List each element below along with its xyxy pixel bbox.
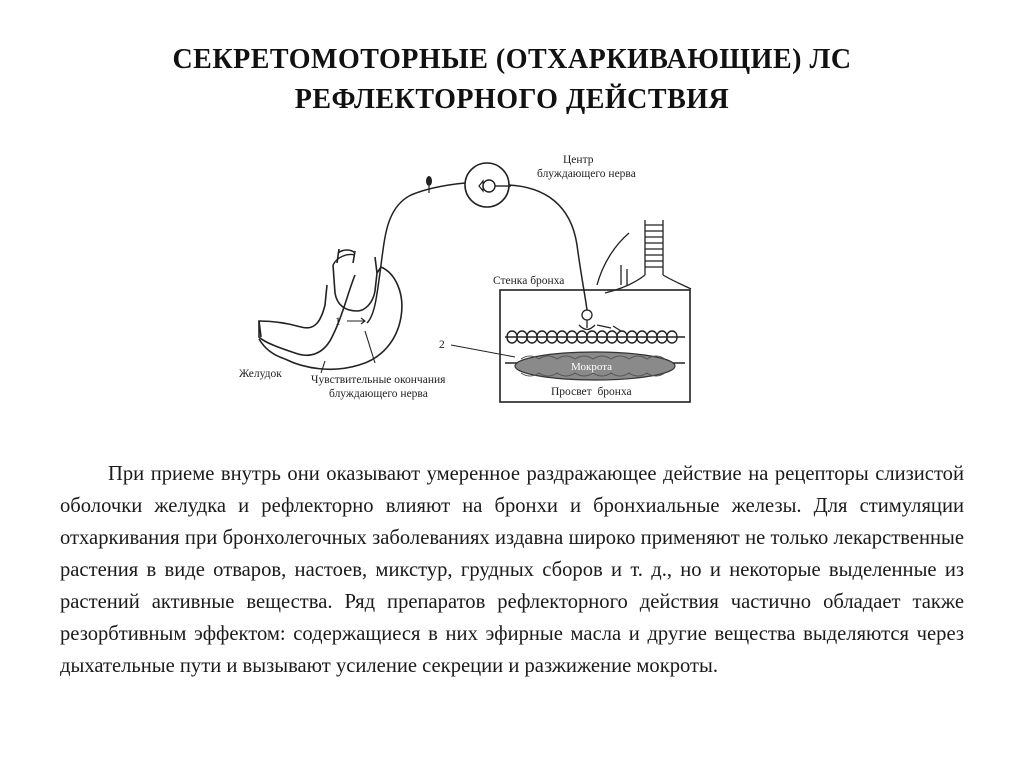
- lumen-label: Просвет бронха: [551, 386, 632, 398]
- title-line-1: СЕКРЕТОМОТОРНЫЕ (ОТХАРКИВАЮЩИЕ) ЛС: [172, 44, 852, 75]
- reflex-diagram: [225, 145, 725, 415]
- ganglion-dot: [426, 176, 432, 186]
- center-label-line-1: Центр: [563, 154, 594, 166]
- nerve-ending-icon: [579, 310, 621, 331]
- marker-2-label: 2: [439, 339, 445, 351]
- body-paragraph: При приеме внутрь они оказывают умеренное раздражающее действие на рецепторы слизистой оболочки желудка и рефлекторно влияют на бронхи и бронхиальные железы. Для стимуляции отхаркивания при бронхолегочных заболеваниях издавна широко применяют не только лекарственные растения в виде отваров, настоев, микстур, грудных сборов и т. д., но и некоторые выделенные из растений активные вещества. Ряд препаратов рефлекторного действия частично обладает также резорбтивным эффектом: содержащиеся в них эфирные масла и другие вещества выделяются через дыхательные пути и вызывают усиление секреции и разжижение мокроты.: [60, 463, 964, 677]
- endings-label-line-1: Чувствительные окончания: [311, 374, 446, 386]
- trachea-drawing: [597, 220, 691, 293]
- slide-title: [40, 40, 984, 120]
- title-line-2: РЕФЛЕКТОРНОГО ДЕЙСТВИЯ: [294, 84, 730, 115]
- sputum-label: Мокрота: [571, 361, 613, 373]
- endings-label-line-2: блуждающего нерва: [329, 388, 428, 400]
- marker-1-label: 1: [335, 316, 341, 328]
- vagus-center-icon: [465, 163, 511, 207]
- afferent-nerve-line: [367, 183, 465, 323]
- efferent-nerve-line: [509, 185, 587, 310]
- center-label-line-2: блуждающего нерва: [537, 168, 636, 180]
- bronchus-wall-label: Стенка бронха: [493, 275, 565, 287]
- stomach-label: Желудок: [239, 368, 282, 380]
